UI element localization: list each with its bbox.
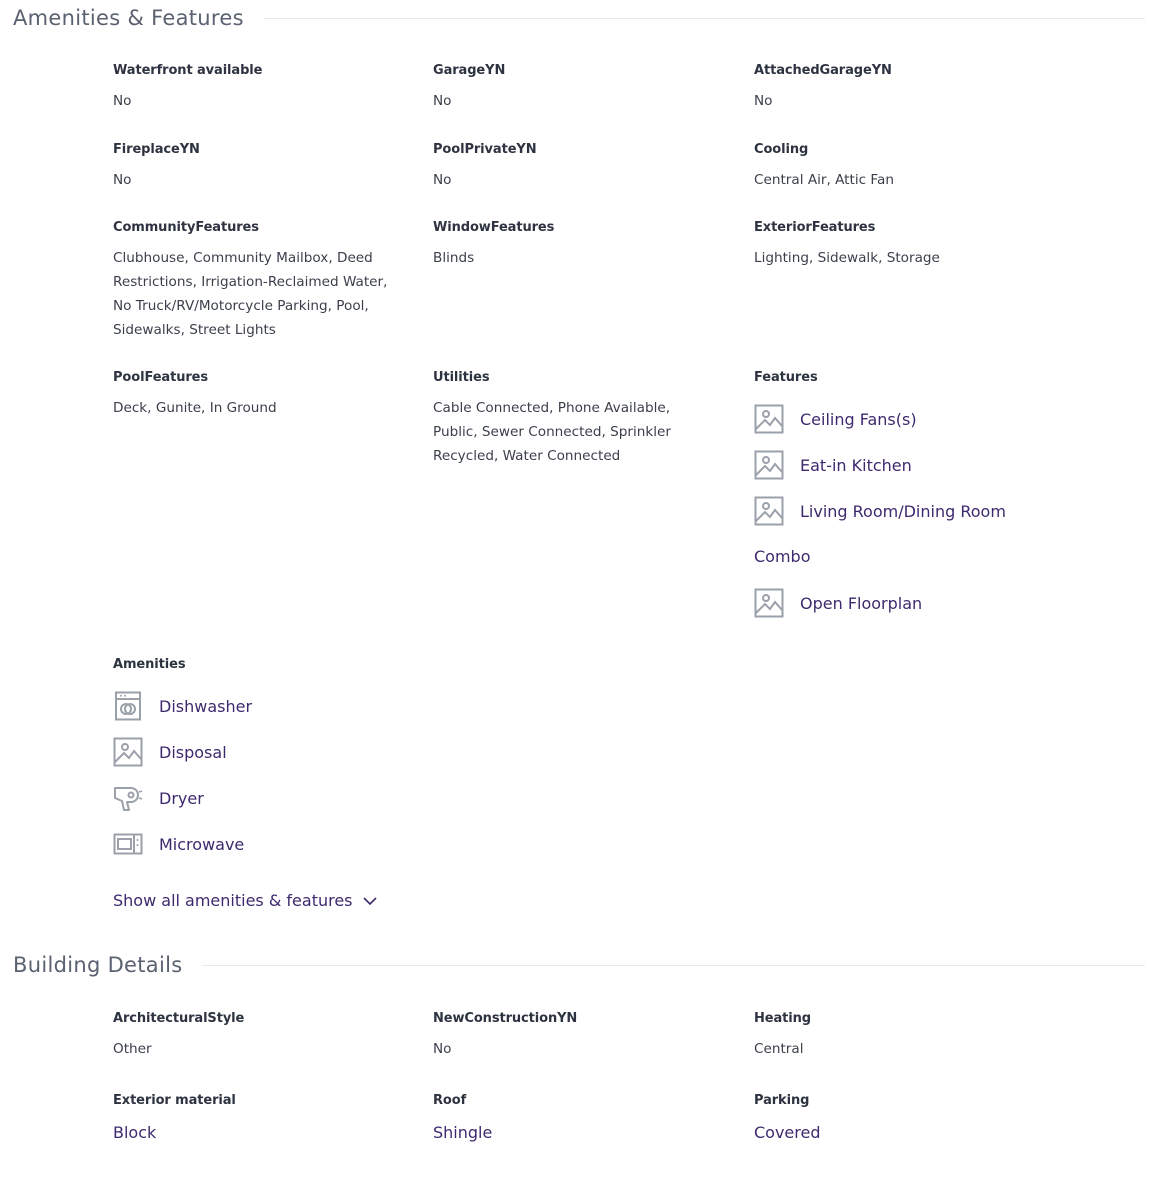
detail-value: No — [113, 93, 132, 109]
detail-value[interactable]: Shingle — [433, 1123, 493, 1142]
features-list — [754, 396, 1114, 626]
hair-dryer-icon — [113, 783, 143, 813]
section-title: Amenities & Features — [13, 6, 244, 30]
image-placeholder-icon — [754, 496, 784, 526]
amenities-list — [113, 683, 413, 867]
detail-value: Deck, Gunite, In Ground — [113, 400, 277, 416]
image-placeholder-icon — [754, 450, 784, 480]
detail-new-construction — [433, 1009, 733, 1061]
chevron-down-icon — [353, 891, 377, 910]
detail-label: Amenities — [113, 657, 186, 672]
detail-parking — [754, 1091, 1054, 1145]
building-section-header — [13, 950, 1145, 980]
detail-exterior-material — [113, 1091, 413, 1145]
detail-label: Heating — [754, 1011, 812, 1026]
feature-text-continued: Combo — [754, 547, 811, 566]
detail-value: No — [433, 93, 452, 109]
detail-roof — [433, 1091, 733, 1145]
detail-label: FireplaceYN — [113, 142, 200, 157]
detail-label: Parking — [754, 1093, 810, 1108]
feature-text: Ceiling Fans(s) — [800, 409, 917, 429]
detail-value: Blinds — [433, 250, 475, 266]
section-divider — [202, 965, 1145, 966]
detail-label: Cooling — [754, 142, 809, 157]
detail-label: Features — [754, 370, 818, 385]
section-title: Building Details — [13, 953, 183, 977]
show-all-amenities-button[interactable] — [113, 888, 377, 912]
detail-value[interactable]: Covered — [754, 1123, 821, 1142]
feature-item — [754, 396, 1114, 442]
detail-label: PoolPrivateYN — [433, 142, 537, 157]
detail-label: Waterfront available — [113, 63, 263, 78]
detail-label: WindowFeatures — [433, 220, 555, 235]
detail-value: Clubhouse, Community Mailbox, Deed Restrictions, Irrigation-Reclaimed Water, No Truck/RV/Motorcycle Parking, Pool, Sidewalks, Street Lights — [113, 250, 388, 338]
detail-value: Central Air, Attic Fan — [754, 172, 894, 188]
detail-value[interactable]: Block — [113, 1123, 157, 1142]
detail-window-features — [433, 218, 733, 270]
amenity-text: Microwave — [159, 834, 245, 854]
detail-value: Lighting, Sidewalk, Storage — [754, 250, 940, 266]
detail-label: AttachedGarageYN — [754, 63, 892, 78]
detail-pool-private — [433, 140, 733, 192]
detail-value: Central — [754, 1041, 804, 1057]
image-placeholder-icon — [754, 404, 784, 434]
amenity-item — [113, 729, 413, 775]
feature-item — [754, 442, 1114, 488]
detail-label: Exterior material — [113, 1093, 236, 1108]
feature-item — [754, 488, 1114, 534]
amenity-item — [113, 821, 413, 867]
detail-label: PoolFeatures — [113, 370, 209, 385]
detail-value: No — [433, 172, 452, 188]
detail-pool-features — [113, 368, 413, 420]
feature-text: Living Room/Dining Room — [800, 501, 1006, 521]
detail-label: ExteriorFeatures — [754, 220, 876, 235]
amenity-text: Disposal — [159, 742, 227, 762]
detail-heating — [754, 1009, 1054, 1061]
detail-utilities — [433, 368, 733, 468]
image-placeholder-icon — [113, 737, 143, 767]
detail-waterfront — [113, 61, 413, 113]
detail-label: NewConstructionYN — [433, 1011, 578, 1026]
detail-value: No — [754, 93, 773, 109]
detail-cooling — [754, 140, 1054, 192]
feature-text: Eat-in Kitchen — [800, 455, 912, 475]
amenity-text: Dryer — [159, 788, 204, 808]
feature-text: Open Floorplan — [800, 593, 923, 613]
detail-label: CommunityFeatures — [113, 220, 259, 235]
detail-exterior-features — [754, 218, 1054, 270]
detail-value: Other — [113, 1041, 152, 1057]
feature-item — [754, 580, 1114, 626]
detail-architectural-style — [113, 1009, 413, 1061]
amenity-item — [113, 775, 413, 821]
detail-label: Utilities — [433, 370, 490, 385]
image-placeholder-icon — [754, 588, 784, 618]
microwave-icon — [113, 829, 143, 859]
detail-value: Cable Connected, Phone Available, Public, Sewer Connected, Sprinkler Recycled, Water Connected — [433, 400, 671, 464]
detail-value: No — [433, 1041, 452, 1057]
amenities-section-header — [13, 3, 1145, 33]
detail-fireplace — [113, 140, 413, 192]
detail-attached-garage — [754, 61, 1054, 113]
detail-features — [754, 368, 1114, 626]
detail-label: Roof — [433, 1093, 467, 1108]
detail-amenities — [113, 655, 413, 867]
detail-label: ArchitecturalStyle — [113, 1011, 245, 1026]
detail-value: No — [113, 172, 132, 188]
section-divider — [264, 18, 1145, 19]
amenity-item — [113, 683, 413, 729]
dishwasher-icon — [113, 691, 143, 721]
amenity-text: Dishwasher — [159, 696, 253, 716]
show-all-label: Show all amenities & features — [113, 890, 353, 910]
detail-community-features — [113, 218, 413, 342]
detail-garage — [433, 61, 733, 113]
detail-label: GarageYN — [433, 63, 506, 78]
